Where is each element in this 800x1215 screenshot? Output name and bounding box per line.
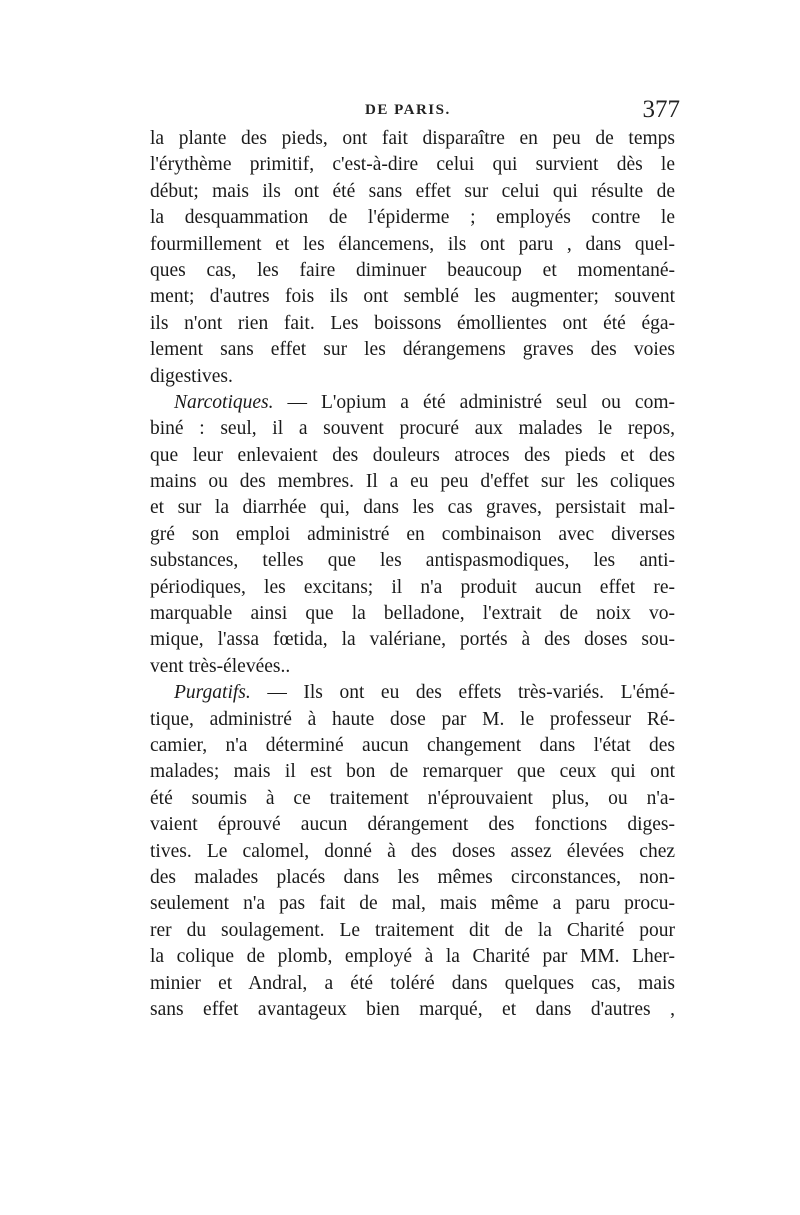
section-term: Purgatifs. bbox=[174, 682, 251, 704]
text-line: l'érythème primitif, c'est-à-dire celui qui survient dès le bbox=[150, 154, 675, 176]
text-line: début; mais ils ont été sans effet sur celui qui résulte de bbox=[150, 180, 675, 202]
text-line: rer du soulagement. Le traitement dit de la Charité pour bbox=[150, 919, 675, 941]
text-line: vaient éprouvé aucun dérangement des fonctions diges- bbox=[150, 814, 675, 836]
text-line: périodiques, les excitans; il n'a produit aucun effet re- bbox=[150, 576, 675, 598]
text-line: minier et Andral, a été toléré dans quelques cas, mais bbox=[150, 972, 675, 994]
text-line: substances, telles que les antispasmodiques, les anti- bbox=[150, 550, 675, 572]
text-line: la desquammation de l'épiderme ; employés contre le bbox=[150, 207, 675, 229]
text-line: la colique de plomb, employé à la Charité par MM. Lher- bbox=[150, 946, 675, 968]
page-number: 377 bbox=[642, 96, 680, 123]
text-line: marquable ainsi que la belladone, l'extrait de noix vo- bbox=[150, 603, 675, 625]
text-line: ils n'ont rien fait. Les boissons émollientes ont été éga- bbox=[150, 312, 675, 334]
text-line: ques cas, les faire diminuer beaucoup et momentané- bbox=[150, 259, 675, 281]
text-line: lement sans effet sur les dérangemens graves des voies bbox=[150, 339, 675, 361]
text-line: Narcotiques. — L'opium a été administré seul ou com- bbox=[174, 391, 675, 413]
text-line: gré son emploi administré en combinaison avec diverses bbox=[150, 523, 675, 545]
section-term: Narcotiques. bbox=[174, 391, 274, 413]
text-line: malades; mais il est bon de remarquer que ceux qui ont bbox=[150, 761, 675, 783]
text-line: mique, l'assa fœtida, la valériane, portés à des doses sou- bbox=[150, 629, 675, 651]
text-line: digestives. bbox=[150, 365, 233, 387]
text-line: été soumis à ce traitement n'éprouvaient plus, ou n'a- bbox=[150, 787, 675, 809]
body-text bbox=[150, 126, 675, 1023]
text-line: des malades placés dans les mêmes circonstances, non- bbox=[150, 866, 675, 888]
text-line: ment; d'autres fois ils ont semblé les augmenter; souvent bbox=[150, 286, 675, 308]
text-line: mains ou des membres. Il a eu peu d'effet sur les coliques bbox=[150, 471, 675, 493]
text-line: biné : seul, il a souvent procuré aux malades le repos, bbox=[150, 418, 675, 440]
text-line: tique, administré à haute dose par M. le professeur Ré- bbox=[150, 708, 675, 730]
running-title: DE PARIS. bbox=[365, 102, 451, 118]
text-line: la plante des pieds, ont fait disparaître en peu de temps bbox=[150, 128, 675, 149]
text-line: vent très-élevées.. bbox=[150, 655, 291, 677]
text-line: fourmillement et les élancemens, ils ont paru , dans quel- bbox=[150, 233, 675, 255]
running-head bbox=[160, 98, 680, 128]
text-line: tives. Le calomel, donné à des doses assez élevées chez bbox=[150, 840, 675, 862]
text-line: et sur la diarrhée qui, dans les cas graves, persistait mal- bbox=[150, 497, 675, 519]
text-line: seulement n'a pas fait de mal, mais même a paru procu- bbox=[150, 893, 675, 915]
text-line: sans effet avantageux bien marqué, et dans d'autres , bbox=[150, 998, 675, 1020]
text-line: que leur enlevaient des douleurs atroces des pieds et des bbox=[150, 444, 675, 466]
text-line: camier, n'a déterminé aucun changement dans l'état des bbox=[150, 734, 675, 756]
text-line: Purgatifs. — Ils ont eu des effets très-variés. L'émé- bbox=[174, 682, 675, 704]
